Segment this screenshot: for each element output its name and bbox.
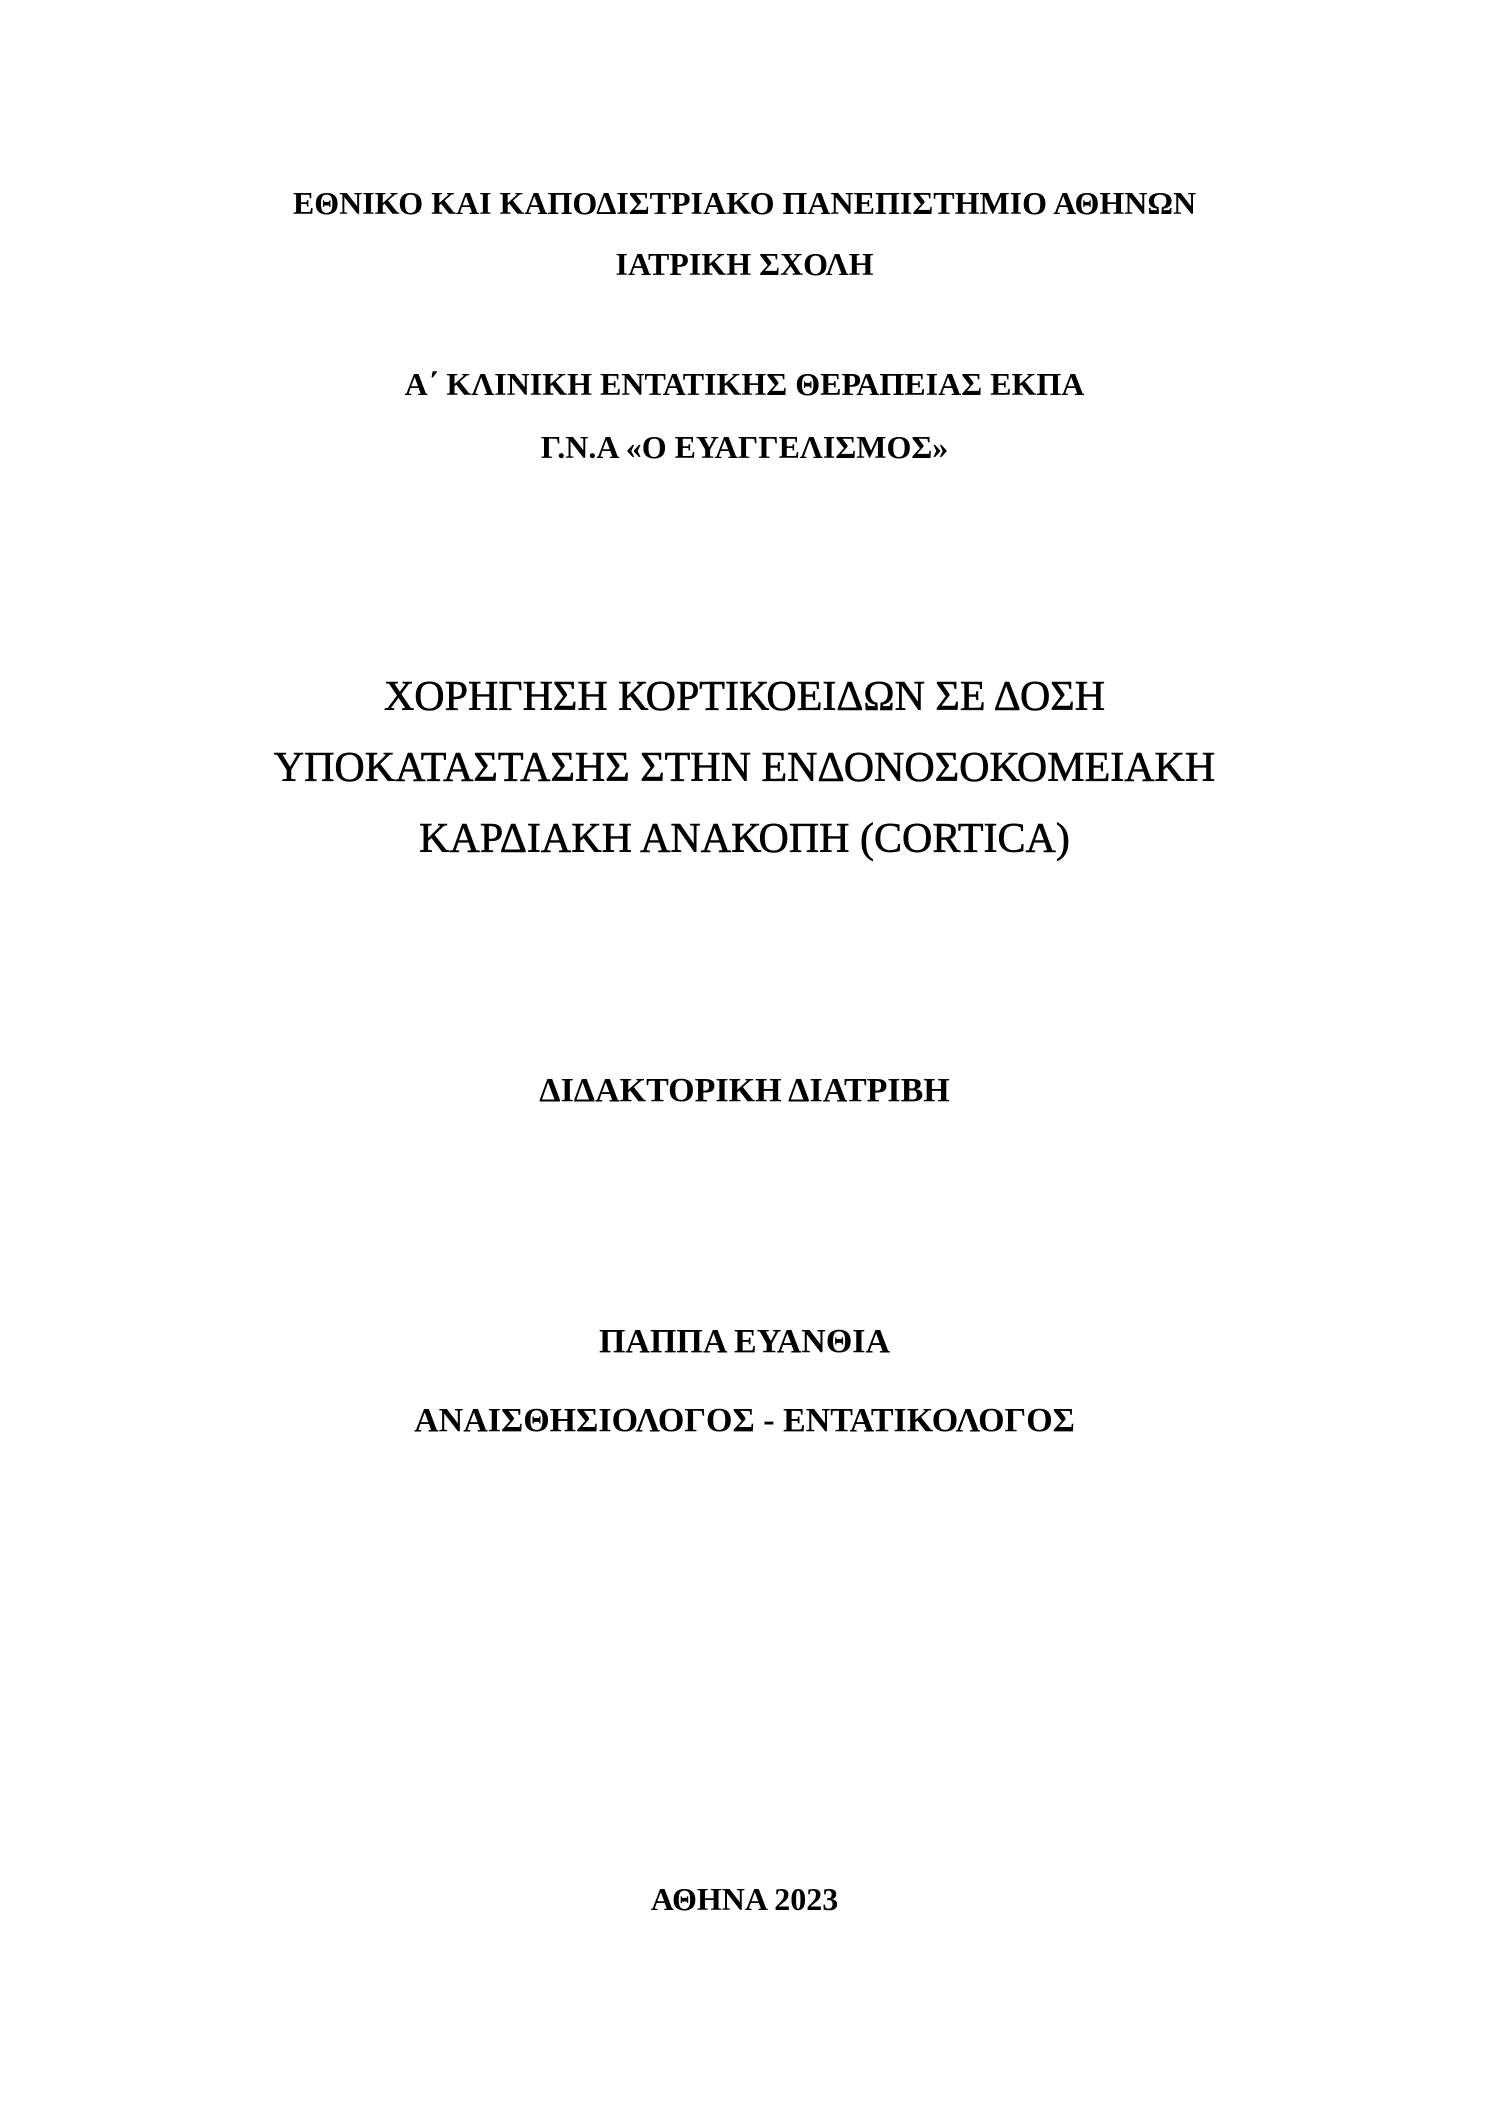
clinic-name: Α΄ ΚΛΙΝΙΚΗ ΕΝΤΑΤΙΚΗΣ ΘΕΡΑΠΕΙΑΣ ΕΚΠΑ bbox=[404, 366, 1085, 402]
thesis-title-line-1: ΧΟΡΗΓΗΣΗ ΚΟΡΤΙΚΟΕΙΔΩΝ ΣΕ ΔΟΣΗ bbox=[383, 674, 1106, 720]
thesis-title-line-2: ΥΠΟΚΑΤΑΣΤΑΣΗΣ ΣΤΗΝ ΕΝΔΟΝΟΣΟΚΟΜΕΙΑΚΗ bbox=[273, 745, 1216, 791]
author-specialty: ΑΝΑΙΣΘΗΣΙΟΛΟΓΟΣ - ΕΝΤΑΤΙΚΟΛΟΓΟΣ bbox=[414, 1402, 1075, 1439]
hospital-name: Γ.Ν.Α «Ο ΕΥΑΓΓΕΛΙΣΜΟΣ» bbox=[540, 429, 949, 465]
thesis-title-line-3: ΚΑΡΔΙΑΚΗ ΑΝΑΚΟΠΗ (CORTICA) bbox=[419, 816, 1070, 862]
university-name: ΕΘΝΙΚΟ ΚΑΙ ΚΑΠΟΔΙΣΤΡΙΑΚΟ ΠΑΝΕΠΙΣΤΗΜΙΟ ΑΘΗΝΩΝ bbox=[292, 185, 1197, 221]
place-and-year: ΑΘΗΝΑ 2023 bbox=[650, 1881, 839, 1917]
author-name: ΠΑΠΠΑ ΕΥΑΝΘΙΑ bbox=[598, 1323, 891, 1360]
document-type: ΔΙΔΑΚΤΟΡΙΚΗ ΔΙΑΤΡΙΒΗ bbox=[539, 1072, 950, 1109]
school-name: ΙΑΤΡΙΚΗ ΣΧΟΛΗ bbox=[615, 246, 874, 282]
